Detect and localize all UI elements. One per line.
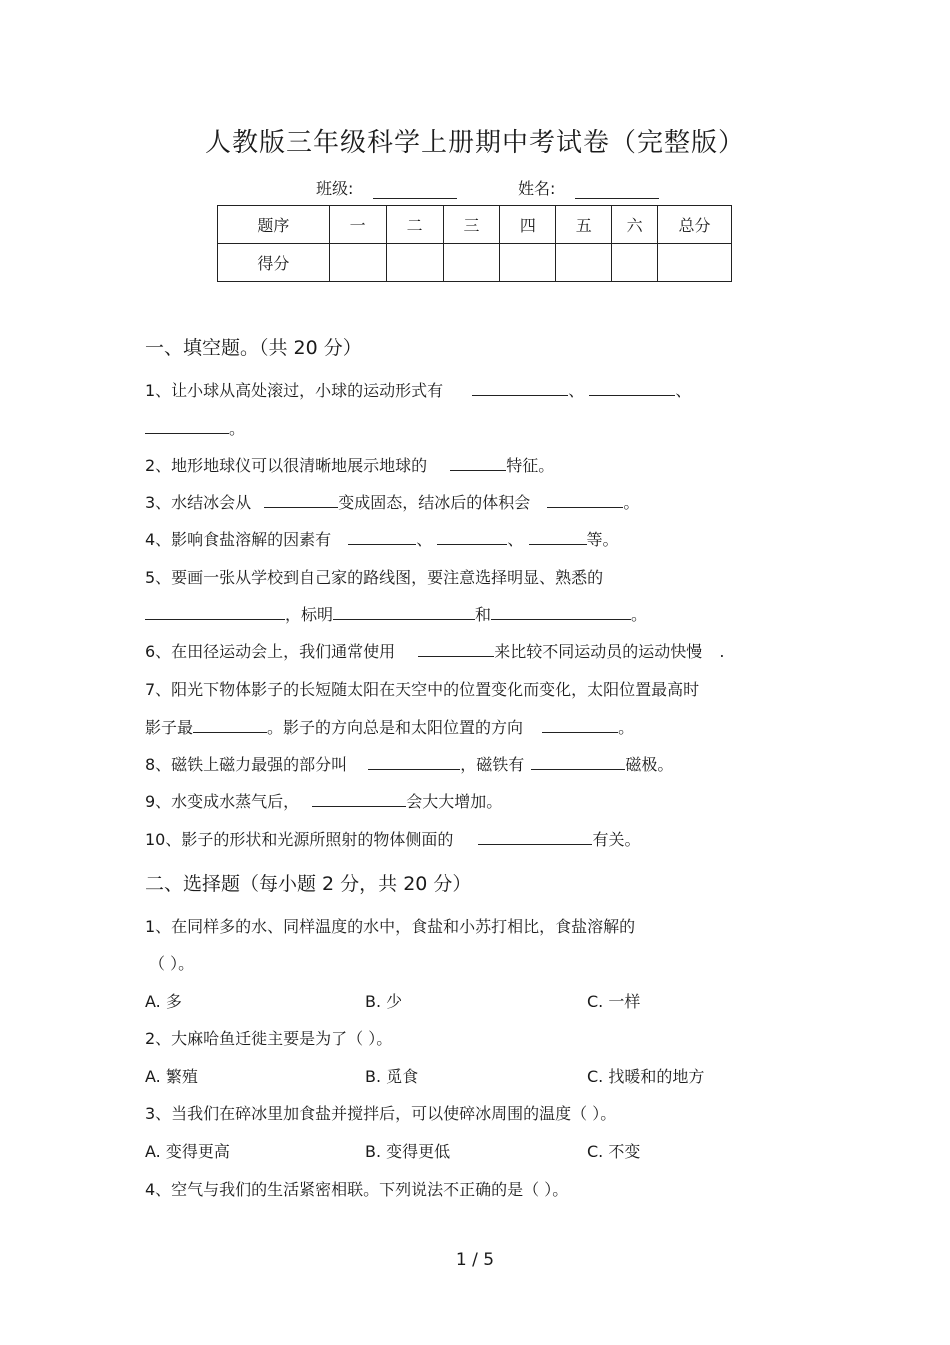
question-1-2 (145, 453, 554, 476)
question-2-1-blank: （ ）。 (149, 954, 195, 973)
question-1-7 (145, 677, 699, 700)
exam-title: 人教版三年级科学上册期中考试卷（完整版） (204, 128, 745, 158)
class-label: 班级: (316, 179, 354, 198)
question-1-3 (145, 490, 639, 513)
question-1-7-cont (145, 715, 634, 738)
question-text: 变成固态，结冰后的体积会 (338, 493, 531, 512)
header-cell: 六 (612, 206, 658, 244)
question-text: 1、让小球从高处滚过，小球的运动形式有 (145, 381, 444, 400)
separator: 、 (675, 381, 692, 400)
answer-blank[interactable] (145, 417, 229, 434)
separator: 、 (507, 530, 524, 549)
option-a[interactable]: A. 多 (145, 992, 182, 1011)
question-2-4: 4、空气与我们的生活紧密相联。下列说法不正确的是（ ）。 (145, 1180, 569, 1199)
answer-blank[interactable] (450, 454, 506, 471)
question-2-3: 3、当我们在碎冰里加食盐并搅拌后，可以使碎冰周围的温度（ ）。 (145, 1104, 617, 1123)
separator: 。 (229, 419, 246, 438)
question-text: 8、磁铁上磁力最强的部分叫 (145, 755, 348, 774)
question-1-5-cont (145, 602, 647, 625)
option-c[interactable]: C. 找暖和的地方 (587, 1067, 705, 1086)
question-1-9 (145, 789, 502, 812)
option-b[interactable]: B. 变得更低 (365, 1142, 451, 1161)
option-a[interactable]: A. 变得更高 (145, 1142, 230, 1161)
question-2-1: 1、在同样多的水、同样温度的水中，食盐和小苏打相比，食盐溶解的 (145, 917, 636, 936)
question-text: 6、在田径运动会上，我们通常使用 (145, 642, 396, 661)
answer-blank[interactable] (264, 491, 338, 508)
class-blank[interactable] (373, 180, 457, 199)
answer-blank[interactable] (145, 603, 285, 620)
option-c[interactable]: C. 一样 (587, 992, 641, 1011)
answer-blank[interactable] (333, 603, 475, 620)
score-cell[interactable] (500, 244, 556, 282)
separator: 、 (416, 530, 433, 549)
answer-blank[interactable] (368, 753, 460, 770)
option-b[interactable]: B. 觅食 (365, 1067, 419, 1086)
answer-blank[interactable] (531, 753, 625, 770)
page-indicator: 1 / 5 (455, 1250, 495, 1270)
answer-blank[interactable] (348, 528, 416, 545)
score-cell[interactable] (329, 244, 386, 282)
answer-blank[interactable] (547, 491, 623, 508)
separator: 。 (618, 718, 635, 737)
answer-blank[interactable] (529, 528, 587, 545)
answer-blank[interactable] (418, 640, 494, 657)
question-text: 磁极。 (625, 755, 674, 774)
answer-blank[interactable] (193, 716, 267, 733)
question-text: 9、水变成水蒸气后， (145, 792, 300, 811)
question-1-5 (145, 565, 603, 588)
option-c[interactable]: C. 不变 (587, 1142, 641, 1161)
question-1-10 (145, 827, 640, 850)
score-cell[interactable] (612, 244, 658, 282)
question-text: 5、要画一张从学校到自己家的路线图，要注意选择明显、熟悉的 (145, 568, 604, 587)
section1-heading: 一、填空题。（共 20 分） (145, 337, 362, 359)
separator: 、 (568, 381, 585, 400)
score-table (217, 205, 732, 282)
separator: 。 (623, 493, 640, 512)
option-a[interactable]: A. 繁殖 (145, 1067, 198, 1086)
header-cell: 题序 (218, 206, 330, 244)
question-text: 10、影子的形状和光源所照射的物体侧面的 (145, 830, 454, 849)
score-cell[interactable] (658, 244, 732, 282)
answer-blank[interactable] (478, 828, 592, 845)
question-1-8 (145, 752, 673, 775)
question-text: 等。 (586, 530, 619, 549)
question-2-2: 2、大麻哈鱼迁徙主要是为了（ ）。 (145, 1029, 393, 1048)
answer-blank[interactable] (491, 603, 631, 620)
question-text: ，磁铁有 (460, 755, 525, 774)
score-row (218, 244, 732, 282)
question-text: 3、水结冰会从 (145, 493, 252, 512)
header-cell: 三 (443, 206, 500, 244)
question-text: ，标明 (285, 605, 334, 624)
question-text: 有关。 (592, 830, 641, 849)
question-1-1-cont (145, 416, 245, 439)
option-b[interactable]: B. 少 (365, 992, 403, 1011)
score-cell[interactable] (443, 244, 500, 282)
class-field (316, 176, 457, 199)
name-field (518, 176, 659, 199)
name-blank[interactable] (575, 180, 659, 199)
header-cell: 总分 (658, 206, 732, 244)
separator: 。 (631, 605, 648, 624)
question-text: 特征。 (506, 456, 555, 475)
section2-heading: 二、选择题（每小题 2 分，共 20 分） (145, 873, 472, 895)
separator: . (719, 642, 725, 661)
question-text: 7、阳光下物体影子的长短随太阳在天空中的位置变化而变化，太阳位置最高时 (145, 680, 700, 699)
question-text: 和 (475, 605, 492, 624)
question-text: 影子最 (145, 718, 194, 737)
question-1-6 (145, 639, 724, 662)
answer-blank[interactable] (542, 716, 618, 733)
question-text: 2、地形地球仪可以很清晰地展示地球的 (145, 456, 428, 475)
question-1-1 (145, 378, 691, 401)
score-cell[interactable] (556, 244, 612, 282)
header-cell: 五 (556, 206, 612, 244)
question-text: 会大大增加。 (406, 792, 503, 811)
header-cell: 二 (386, 206, 443, 244)
question-text: 。影子的方向总是和太阳位置的方向 (267, 718, 524, 737)
answer-blank[interactable] (472, 379, 568, 396)
score-row-label: 得分 (218, 244, 330, 282)
question-text: 来比较不同运动员的运动快慢 (494, 642, 703, 661)
header-cell: 一 (329, 206, 386, 244)
question-1-4 (145, 527, 619, 550)
answer-blank[interactable] (312, 790, 406, 807)
name-label: 姓名: (518, 179, 556, 198)
score-header-row (218, 206, 732, 244)
question-text: 4、影响食盐溶解的因素有 (145, 530, 332, 549)
answer-blank[interactable] (437, 528, 507, 545)
header-cell: 四 (500, 206, 556, 244)
score-cell[interactable] (386, 244, 443, 282)
answer-blank[interactable] (589, 379, 675, 396)
